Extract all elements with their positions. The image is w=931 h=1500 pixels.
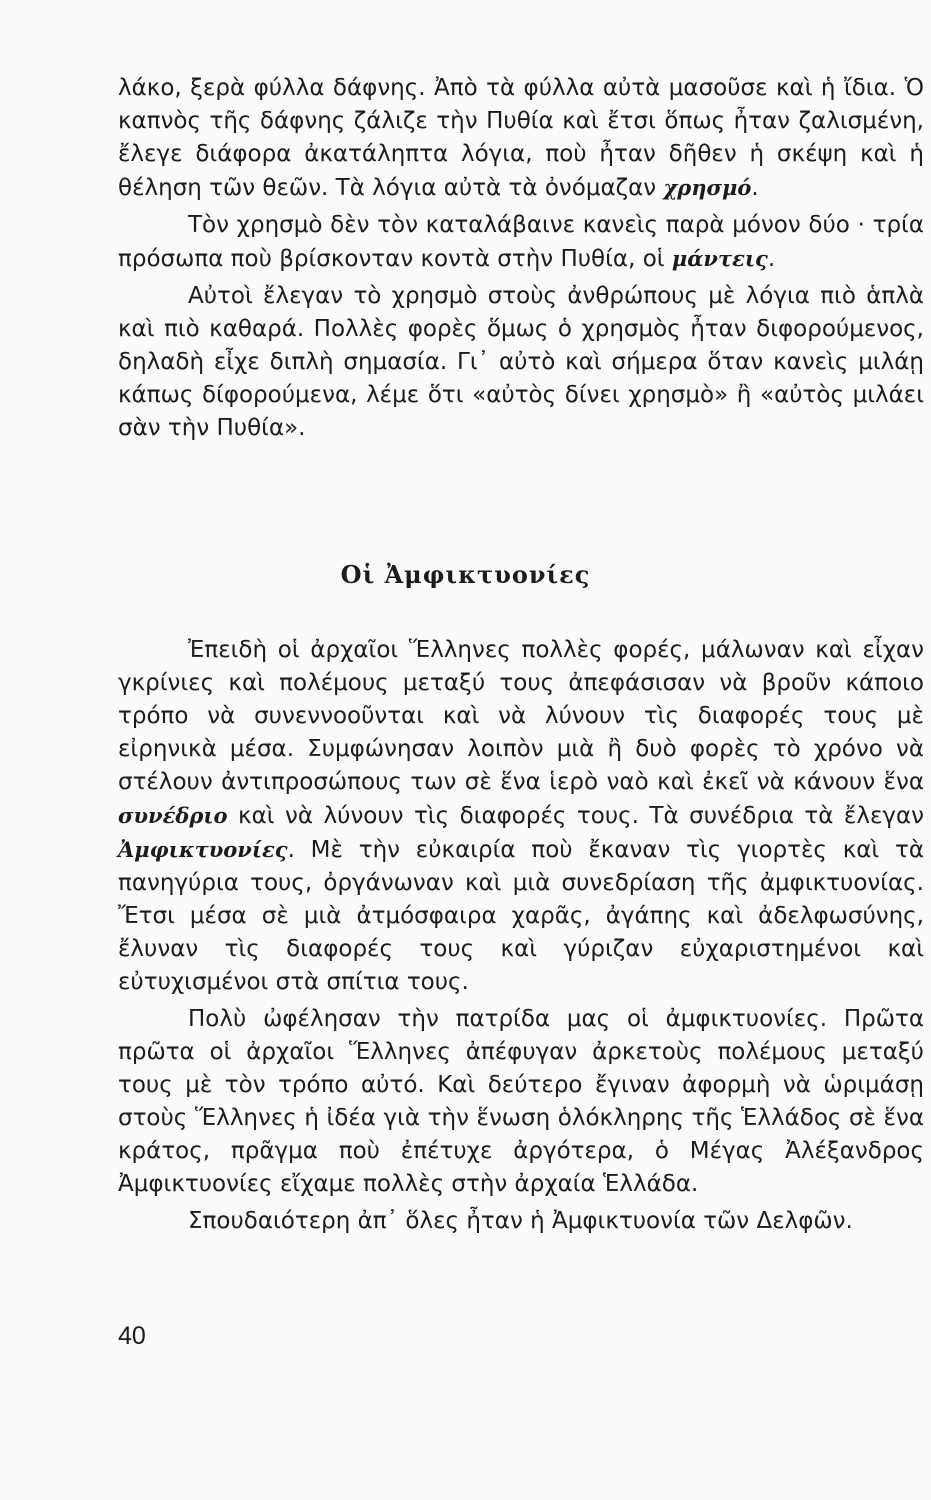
- text-block-bottom: [118, 634, 924, 1238]
- paragraph-text: .: [767, 246, 776, 272]
- emphasis-term: συνέδριο: [118, 803, 228, 828]
- paragraph-text: καὶ νὰ λύνουν τὶς διαφορές τους. Τὰ συνέδρια τὰ ἔλεγαν: [227, 803, 924, 829]
- page-number: 40: [118, 1322, 146, 1350]
- paragraph: Σπουδαιότερη ἀπ᾿ ὅλες ἦταν ἡ Ἀμφικτυονία τῶν Δελφῶν.: [188, 1208, 853, 1234]
- paragraph: [118, 209, 924, 276]
- paragraph: [118, 72, 924, 205]
- emphasis-term: Ἀμφικτυονίες: [118, 837, 288, 862]
- paragraph-text: .: [751, 175, 759, 201]
- section-heading: Οἱ Ἀμφικτυονίες: [340, 560, 591, 589]
- text-block-top: [118, 72, 924, 445]
- emphasis-term: χρησμό: [663, 175, 752, 200]
- paragraph-text: λάκο, ξερὰ φύλλα δάφνης. Ἀπὸ τὰ φύλλα αὐτὰ μασοῦσε καὶ ἡ ἴδια. Ὁ καπνὸς τῆς δάφνης ζάλιζε τὴν Πυθία καὶ ἔτσι ὅπως ἦταν ζαλισμένη, ἔλεγε διάφορα ἀκατάληπτα λόγια, ποὺ ἦταν δῆθεν ἡ σκέψη καὶ ἡ θέληση τῶν θεῶν. Τὰ λόγια αὐτὰ τὰ ὀνόμαζαν: [118, 75, 924, 201]
- emphasis-term: μάντεις: [671, 246, 768, 271]
- paragraph-text: . Μὲ τὴν εὐκαιρία ποὺ ἔκαναν τὶς γιορτὲς καὶ τὰ πανηγύρια τους, ὀργάνωναν καὶ μιὰ συνεδρίαση τῆς ἀμφικτυονίας. Ἔτσι μέσα σὲ μιὰ ἀτμόσφαιρα χαρᾶς, ἀγάπης καὶ ἀδελφωσύνης, ἔλυναν τὶς διαφορές τους καὶ γύριζαν εὐχαριστημένοι καὶ εὐτυχισμένοι στὰ σπίτια τους.: [118, 837, 924, 995]
- paragraph: [118, 634, 924, 999]
- paragraph-text: Τὸν χρησμὸ δὲν τὸν καταλάβαινε κανεὶς παρὰ μόνον δύο · τρία πρόσωπα ποὺ βρίσκονταν κοντὰ στὴν Πυθία, οἱ: [118, 212, 924, 272]
- paragraph: Αὐτοὶ ἔλεγαν τὸ χρησμὸ στοὺς ἀνθρώπους μὲ λόγια πιὸ ἁπλὰ καὶ πιὸ καθαρά. Πολλὲς φορὲς ὅμως ὁ χρησμὸς ἦταν διφορούμενος, δηλαδὴ εἶχε διπλὴ σημασία. Γι᾿ αὐτὸ καὶ σήμερα ὅταν κανεὶς μιλάῃ κάπως δίφορούμενα, λέμε ὅτι «αὐτὸς δίνει χρησμὸ» ἢ «αὐτὸς μιλάει σὰν τὴν Πυθία».: [118, 283, 924, 441]
- paragraph: Πολὺ ὠφέλησαν τὴν πατρίδα μας οἱ ἀμφικτυονίες. Πρῶτα πρῶτα οἱ ἀρχαῖοι Ἕλληνες ἀπέφυγαν ἀρκετοὺς πολέμους μεταξύ τους μὲ τὸν τρόπο αὐτό. Καὶ δεύτερο ἔγιναν ἀφορμὴ νὰ ὡριμάσῃ στοὺς Ἕλληνες ἡ ἰδέα γιὰ τὴν ἕνωση ὁλόκληρης τῆς Ἑλλάδος σὲ ἕνα κράτος, πρᾶγμα ποὺ ἐπέτυχε ἀργότερα, ὁ Μέγας Ἀλέξανδρος Ἀμφικτυονίες εἴχαμε πολλὲς στὴν ἀρχαία Ἑλλάδα.: [118, 1006, 924, 1197]
- paragraph-text: Ἐπειδὴ οἱ ἀρχαῖοι Ἕλληνες πολλὲς φορές, μάλωναν καὶ εἶχαν γκρίνιες καὶ πολέμους μεταξύ τους ἀπεφάσισαν νὰ βροῦν κάποιο τρόπο νὰ συνεννοοῦνται καὶ νὰ λύνουν τὶς διαφορές τους μὲ εἰρηνικὰ μέσα. Συμφώνησαν λοιπὸν μιὰ ἢ δυὸ φορὲς τὸ χρόνο νὰ στέλουν ἀντιπροσώπους των σὲ ἕνα ἱερὸ ναὸ καὶ ἐκεῖ νὰ κάνουν ἕνα: [118, 637, 924, 795]
